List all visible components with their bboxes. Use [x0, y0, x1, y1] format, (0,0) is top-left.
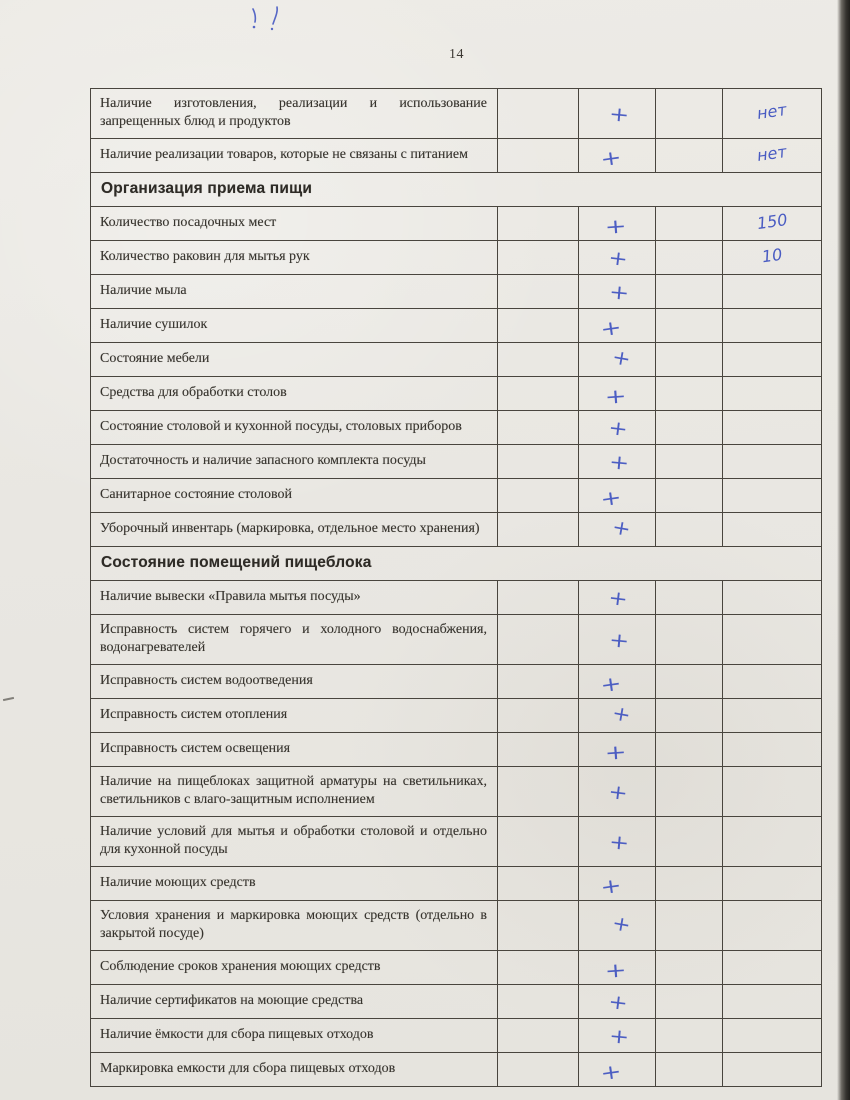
handwritten-check-mark: +: [607, 101, 630, 128]
row-value-cell: [723, 444, 822, 478]
row-empty-cell-1: [498, 766, 579, 816]
row-label: Исправность систем водоотведения: [91, 664, 498, 698]
row-empty-cell-2: [656, 1052, 723, 1086]
table-row: [91, 950, 822, 984]
handwritten-check-mark: +: [598, 145, 623, 172]
row-value-cell: [723, 900, 822, 950]
row-value-cell: [723, 664, 822, 698]
row-mark-cell: [579, 614, 656, 664]
row-label: Наличие условий для мытья и обработки столовой и отдельно для кухонной посуды: [91, 816, 498, 866]
handwritten-check-mark: +: [609, 910, 633, 938]
row-value-cell: [723, 698, 822, 732]
row-empty-cell-2: [656, 984, 723, 1018]
row-empty-cell-2: [656, 664, 723, 698]
row-label: Количество посадочных мест: [91, 206, 498, 240]
row-label: Уборочный инвентарь (маркировка, отдельное место хранения): [91, 512, 498, 546]
row-mark-cell: [579, 580, 656, 614]
row-mark-cell: [579, 698, 656, 732]
table-row: [91, 698, 822, 732]
table-row: [91, 308, 822, 342]
margin-mark: [3, 697, 14, 701]
row-label: Наличие моющих средств: [91, 866, 498, 900]
handwritten-check-mark: +: [606, 245, 629, 272]
row-label: Исправность систем горячего и холодного водоснабжения, водонагревателей: [91, 614, 498, 664]
table-row: [91, 444, 822, 478]
row-mark-cell: [579, 984, 656, 1018]
row-mark-cell: [579, 512, 656, 546]
row-empty-cell-1: [498, 732, 579, 766]
row-mark-cell: [579, 342, 656, 376]
row-mark-cell: [579, 664, 656, 698]
row-label: Наличие реализации товаров, которые не связаны с питанием: [91, 138, 498, 172]
row-empty-cell-2: [656, 478, 723, 512]
row-value-cell: [723, 138, 822, 172]
row-label: Условия хранения и маркировка моющих средств (отдельно в закрытой посуде): [91, 900, 498, 950]
row-mark-cell: [579, 866, 656, 900]
table-row: [91, 580, 822, 614]
table-row: [91, 206, 822, 240]
row-empty-cell-1: [498, 1052, 579, 1086]
row-empty-cell-2: [656, 1018, 723, 1052]
row-label: Исправность систем освещения: [91, 732, 498, 766]
handwritten-check-mark: +: [607, 279, 630, 306]
table-body: [91, 89, 822, 1087]
row-mark-cell: [579, 240, 656, 274]
row-value-cell: [723, 1052, 822, 1086]
row-empty-cell-2: [656, 376, 723, 410]
row-empty-cell-2: [656, 732, 723, 766]
handwritten-check-mark: +: [603, 957, 627, 984]
row-empty-cell-1: [498, 698, 579, 732]
row-empty-cell-2: [656, 816, 723, 866]
row-value-cell: [723, 984, 822, 1018]
row-label: Состояние столовой и кухонной посуды, столовых приборов: [91, 410, 498, 444]
table-row: [91, 240, 822, 274]
handwritten-check-mark: +: [607, 627, 630, 654]
row-empty-cell-2: [656, 512, 723, 546]
row-value-cell: [723, 308, 822, 342]
row-label: Состояние мебели: [91, 342, 498, 376]
section-title: Организация приема пищи: [91, 172, 822, 206]
row-empty-cell-2: [656, 308, 723, 342]
row-mark-cell: [579, 900, 656, 950]
handwritten-check-mark: +: [606, 989, 629, 1016]
inspection-checklist-table: [90, 88, 822, 1087]
table-row: [91, 766, 822, 816]
row-mark-cell: [579, 89, 656, 139]
row-mark-cell: [579, 410, 656, 444]
table-row: [91, 1018, 822, 1052]
table-row: [91, 866, 822, 900]
row-mark-cell: [579, 138, 656, 172]
row-empty-cell-1: [498, 1018, 579, 1052]
table-row: [91, 614, 822, 664]
row-value-cell: [723, 240, 822, 274]
table-row: [91, 274, 822, 308]
row-empty-cell-1: [498, 614, 579, 664]
row-empty-cell-2: [656, 866, 723, 900]
handwritten-check-mark: +: [606, 415, 629, 442]
row-label: Наличие сертификатов на моющие средства: [91, 984, 498, 1018]
handwritten-check-mark: +: [598, 670, 623, 698]
table-row: [91, 89, 822, 139]
row-empty-cell-1: [498, 410, 579, 444]
table-row: [91, 1052, 822, 1086]
row-empty-cell-1: [498, 950, 579, 984]
table-row: [91, 816, 822, 866]
row-empty-cell-2: [656, 950, 723, 984]
row-empty-cell-1: [498, 580, 579, 614]
row-value-cell: [723, 274, 822, 308]
row-label: Маркировка емкости для сбора пищевых отходов: [91, 1052, 498, 1086]
handwritten-check-mark: +: [598, 485, 623, 512]
row-value-cell: [723, 342, 822, 376]
table-row: [91, 732, 822, 766]
row-empty-cell-1: [498, 342, 579, 376]
row-value-cell: [723, 478, 822, 512]
section-row: [91, 172, 822, 206]
row-value-cell: [723, 512, 822, 546]
row-value-cell: [723, 950, 822, 984]
row-empty-cell-1: [498, 138, 579, 172]
row-empty-cell-2: [656, 89, 723, 139]
row-empty-cell-1: [498, 866, 579, 900]
table-row: [91, 478, 822, 512]
row-mark-cell: [579, 274, 656, 308]
handwritten-check-mark: +: [603, 739, 627, 766]
handwritten-check-mark: +: [607, 829, 630, 856]
row-value-cell: [723, 89, 822, 139]
row-value-cell: [723, 732, 822, 766]
handwritten-check-mark: +: [609, 700, 633, 728]
row-label: Соблюдение сроков хранения моющих средств: [91, 950, 498, 984]
row-label: Достаточность и наличие запасного комплекта посуды: [91, 444, 498, 478]
row-label: Санитарное состояние столовой: [91, 478, 498, 512]
row-mark-cell: [579, 766, 656, 816]
row-label: Количество раковин для мытья рук: [91, 240, 498, 274]
row-empty-cell-1: [498, 89, 579, 139]
table-row: [91, 900, 822, 950]
handwritten-value: 150: [755, 210, 789, 234]
handwritten-check-mark: +: [606, 585, 629, 612]
row-empty-cell-2: [656, 138, 723, 172]
row-empty-cell-1: [498, 206, 579, 240]
row-value-cell: [723, 766, 822, 816]
row-empty-cell-2: [656, 698, 723, 732]
handwritten-scribble: [246, 3, 290, 33]
table-row: [91, 138, 822, 172]
row-label: Наличие мыла: [91, 274, 498, 308]
row-value-cell: [723, 410, 822, 444]
handwritten-check-mark: +: [598, 872, 623, 900]
row-value-cell: [723, 1018, 822, 1052]
row-label: Средства для обработки столов: [91, 376, 498, 410]
row-empty-cell-1: [498, 444, 579, 478]
row-value-cell: [723, 866, 822, 900]
row-empty-cell-1: [498, 376, 579, 410]
handwritten-check-mark: +: [603, 383, 627, 410]
row-mark-cell: [579, 1052, 656, 1086]
table-row: [91, 410, 822, 444]
page-number: 14: [449, 47, 464, 62]
row-label: Наличие вывески «Правила мытья посуды»: [91, 580, 498, 614]
row-mark-cell: [579, 376, 656, 410]
row-mark-cell: [579, 816, 656, 866]
handwritten-check-mark: +: [609, 514, 633, 542]
row-empty-cell-2: [656, 900, 723, 950]
row-empty-cell-1: [498, 478, 579, 512]
section-row: [91, 546, 822, 580]
handwritten-check-mark: +: [598, 315, 623, 342]
row-mark-cell: [579, 1018, 656, 1052]
row-mark-cell: [579, 732, 656, 766]
table-row: [91, 664, 822, 698]
row-empty-cell-2: [656, 614, 723, 664]
row-empty-cell-2: [656, 766, 723, 816]
scan-edge-shadow: [837, 0, 850, 1100]
handwritten-check-mark: +: [607, 449, 630, 476]
table-row: [91, 512, 822, 546]
handwritten-value: 10: [760, 245, 784, 267]
row-mark-cell: [579, 308, 656, 342]
row-empty-cell-1: [498, 240, 579, 274]
table-row: [91, 376, 822, 410]
row-value-cell: [723, 376, 822, 410]
table-row: [91, 342, 822, 376]
row-empty-cell-2: [656, 444, 723, 478]
handwritten-value: нет: [755, 142, 788, 166]
row-value-cell: [723, 614, 822, 664]
row-empty-cell-2: [656, 342, 723, 376]
row-value-cell: [723, 206, 822, 240]
row-empty-cell-1: [498, 664, 579, 698]
row-empty-cell-2: [656, 580, 723, 614]
row-label: Исправность систем отопления: [91, 698, 498, 732]
row-label: Наличие ёмкости для сбора пищевых отходов: [91, 1018, 498, 1052]
handwritten-check-mark: +: [606, 779, 629, 806]
row-empty-cell-2: [656, 240, 723, 274]
row-value-cell: [723, 816, 822, 866]
row-label: Наличие на пищеблоках защитной арматуры на светильниках, светильников с влаго-защитным исполнением: [91, 766, 498, 816]
table-row: [91, 984, 822, 1018]
row-label: Наличие изготовления, реализации и использование запрещенных блюд и продуктов: [91, 89, 498, 139]
row-mark-cell: [579, 950, 656, 984]
handwritten-check-mark: +: [609, 344, 633, 372]
handwritten-value: нет: [755, 100, 788, 124]
row-empty-cell-1: [498, 274, 579, 308]
handwritten-check-mark: +: [598, 1058, 623, 1086]
handwritten-check-mark: +: [607, 1023, 630, 1050]
row-empty-cell-1: [498, 900, 579, 950]
row-empty-cell-2: [656, 274, 723, 308]
handwritten-check-mark: +: [603, 213, 627, 240]
row-empty-cell-2: [656, 206, 723, 240]
row-empty-cell-1: [498, 984, 579, 1018]
row-label: Наличие сушилок: [91, 308, 498, 342]
row-mark-cell: [579, 444, 656, 478]
row-mark-cell: [579, 206, 656, 240]
row-empty-cell-1: [498, 816, 579, 866]
row-mark-cell: [579, 478, 656, 512]
row-value-cell: [723, 580, 822, 614]
row-empty-cell-1: [498, 308, 579, 342]
row-empty-cell-1: [498, 512, 579, 546]
row-empty-cell-2: [656, 410, 723, 444]
section-title: Состояние помещений пищеблока: [91, 546, 822, 580]
